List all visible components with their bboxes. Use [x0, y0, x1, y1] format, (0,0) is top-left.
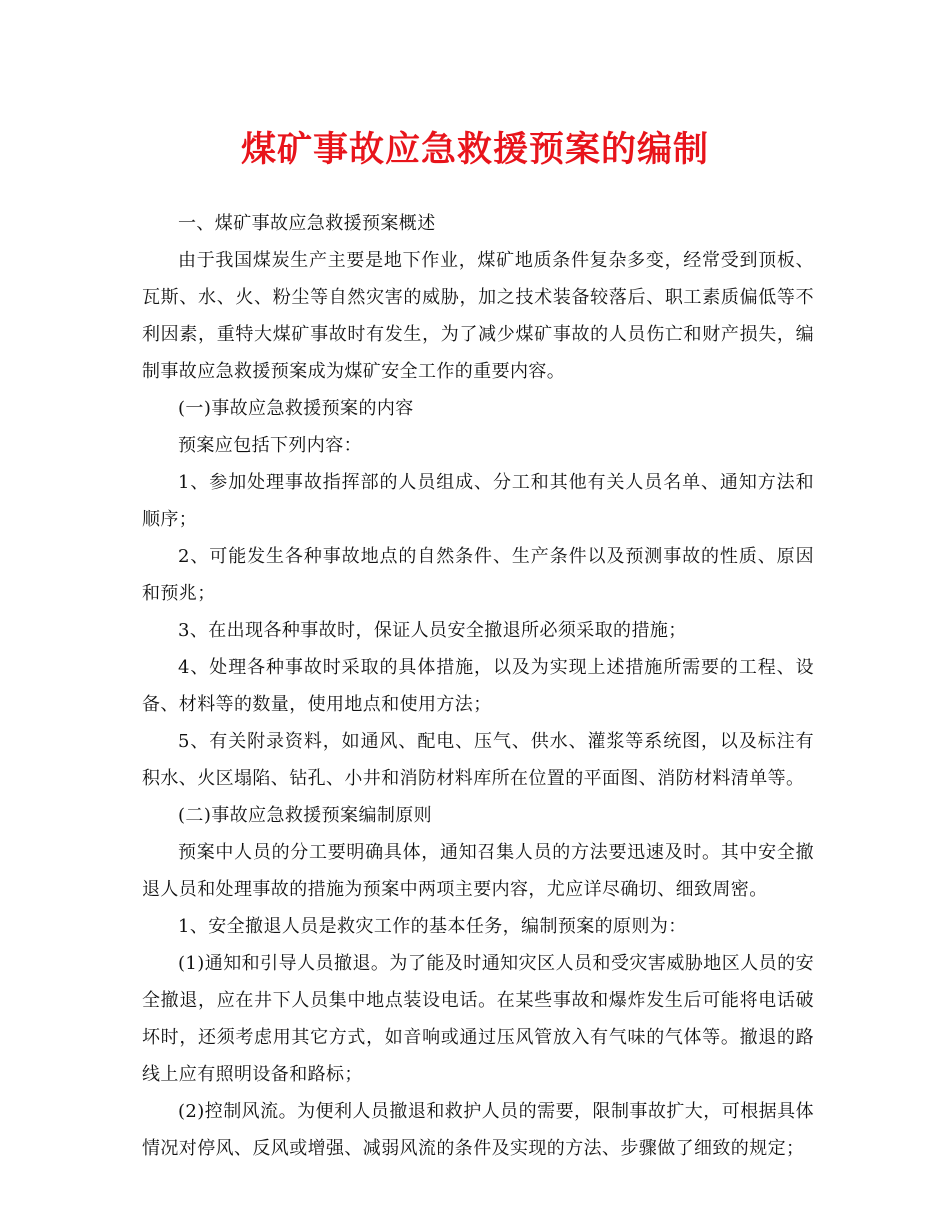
- list-item: (1)通知和引导人员撤退。为了能及时通知灾区人员和受灾害威胁地区人员的安全撤退，应在井下人员集中地点装设电话。在某些事故和爆炸发生后可能将电话破坏时，还须考虑用其它方式，如音响或通过压风管放入有气味的气体等。撤退的路线上应有照明设备和路标；: [142, 953, 814, 1085]
- subsection-heading: (二)事故应急救援预案编制原则: [178, 805, 433, 826]
- list-item: 3、在出现各种事故时，保证人员安全撤退所必须采取的措施；: [178, 620, 687, 641]
- paragraph: 由于我国煤炭生产主要是地下作业，煤矿地质条件复杂多变，经常受到顶板、瓦斯、水、火、粉尘等自然灾害的威胁，加之技术装备较落后、职工素质偏低等不利因素，重特大煤矿事故时有发生，为了减少煤矿事故的人员伤亡和财产损失，编制事故应急救援预案成为煤矿安全工作的重要内容。: [142, 250, 814, 382]
- section-heading: 一、煤矿事故应急救援预案概述: [178, 213, 436, 234]
- paragraph: 预案中人员的分工要明确具体，通知召集人员的方法要迅速及时。其中安全撤退人员和处理事故的措施为预案中两项主要内容，尤应详尽确切、细致周密。: [142, 842, 814, 900]
- document-title: 煤矿事故应急救援预案的编制: [240, 129, 709, 170]
- list-item: (2)控制风流。为便利人员撤退和救护人员的需要，限制事故扩大，可根据具体情况对停风、反风或增强、减弱风流的条件及实现的方法、步骤做了细致的规定；: [142, 1101, 814, 1159]
- list-item: 1、安全撤退人员是救灾工作的基本任务，编制预案的原则为：: [178, 916, 687, 937]
- list-item: 5、有关附录资料，如通风、配电、压气、供水、灌浆等系统图，以及标注有积水、火区塌陷、钻孔、小井和消防材料库所在位置的平面图、消防材料清单等。: [142, 731, 814, 789]
- document-body: [142, 205, 814, 1167]
- paragraph: 预案应包括下列内容：: [178, 435, 362, 456]
- subsection-heading: (一)事故应急救援预案的内容: [178, 398, 414, 419]
- list-item: 2、可能发生各种事故地点的自然条件、生产条件以及预测事故的性质、原因和预兆；: [142, 546, 814, 604]
- list-item: 1、参加处理事故指挥部的人员组成、分工和其他有关人员名单、通知方法和顺序；: [142, 472, 814, 530]
- list-item: 4、处理各种事故时采取的具体措施，以及为实现上述措施所需要的工程、设备、材料等的数量，使用地点和使用方法；: [142, 657, 814, 715]
